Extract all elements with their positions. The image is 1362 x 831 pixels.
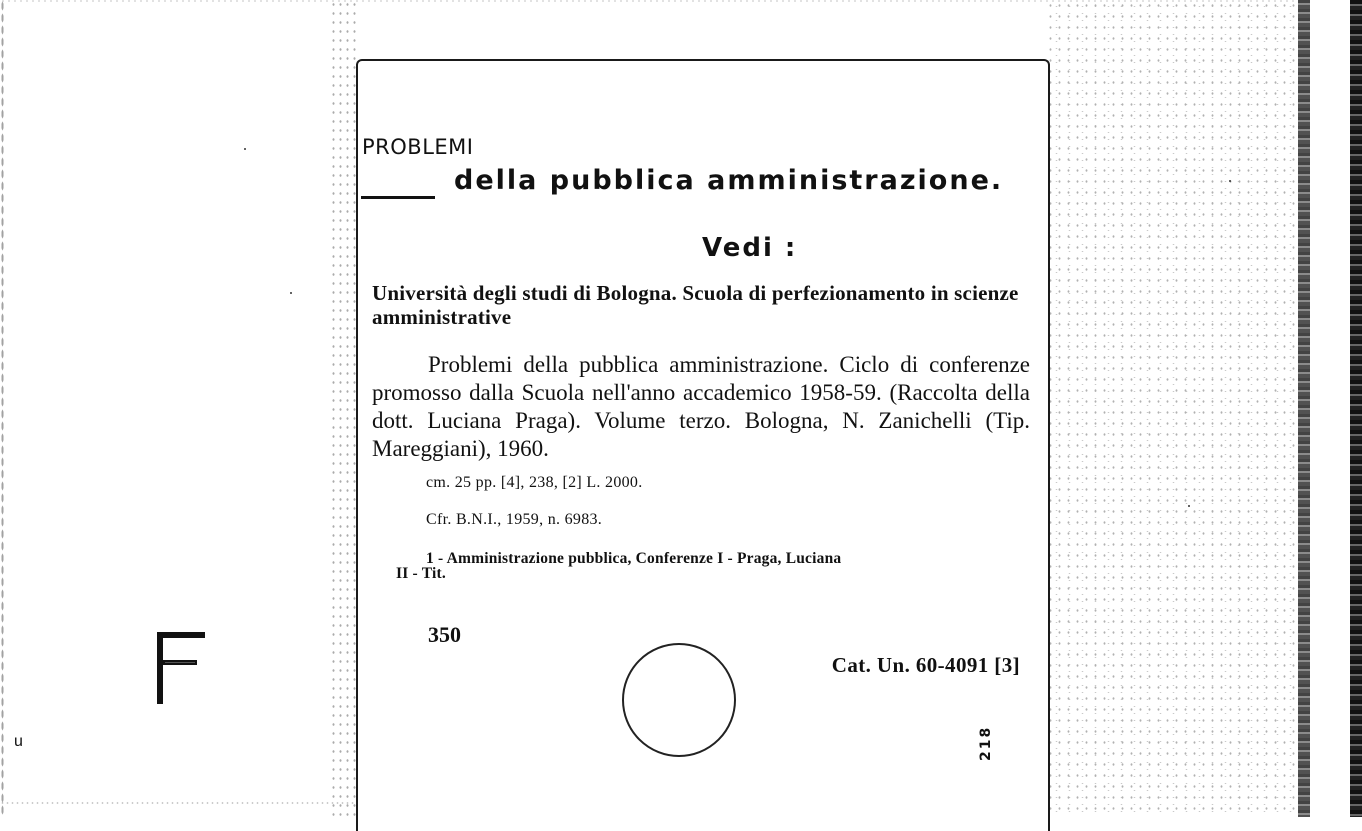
scan-noise-right: [1046, 0, 1298, 817]
tracings: [396, 551, 1026, 581]
subject-heading-continuation: della pubblica amministrazione.: [454, 165, 1004, 196]
scan-edge-far-right: [1350, 0, 1362, 817]
title-statement: Problemi della pubblica amministrazione. Ciclo di conferenze promosso dalla Scuola nell'anno accademico 1958-59. (Raccolta della dott. Luciana Praga). Volume terzo. Bologna, N. Zanichelli (Tip. Mareggiani), 1960.: [372, 352, 1030, 461]
subject-heading: PROBLEMI: [362, 135, 474, 159]
drawer-tab-f-icon: [155, 632, 207, 704]
side-number: 218: [978, 725, 994, 761]
scan-dot: [1188, 505, 1190, 507]
collation-line: cm. 25 pp. [4], 238, [2] L. 2000.: [426, 474, 643, 491]
author-entry: Università degli studi di Bologna. Scuola di perfezionamento in scienze amministrative: [372, 281, 1019, 329]
scan-bottom-edge: [0, 802, 355, 804]
scan-dot: [244, 148, 246, 150]
see-reference: Vedi :: [702, 233, 798, 263]
tracings-line-2: II - Tit.: [396, 565, 446, 582]
bibliographic-reference: Cfr. B.N.I., 1959, n. 6983.: [426, 511, 603, 528]
stray-mark: u: [14, 733, 23, 750]
punch-hole: [622, 643, 736, 757]
tracings-line-1: 1 - Amministrazione pubblica, Conferenze I - Praga, Luciana: [426, 550, 842, 567]
catalog-number: Cat. Un. 60-4091 [3]: [831, 653, 1020, 677]
heading-underline: [361, 196, 435, 199]
scan-edge-right: [1298, 0, 1310, 817]
scan-dot: [1229, 180, 1231, 182]
scan-dot: [290, 292, 292, 294]
catalog-card: [356, 59, 1050, 831]
scan-noise-left: [330, 0, 356, 817]
scan-left-edge: [1, 0, 4, 817]
call-number: 350: [428, 622, 461, 647]
